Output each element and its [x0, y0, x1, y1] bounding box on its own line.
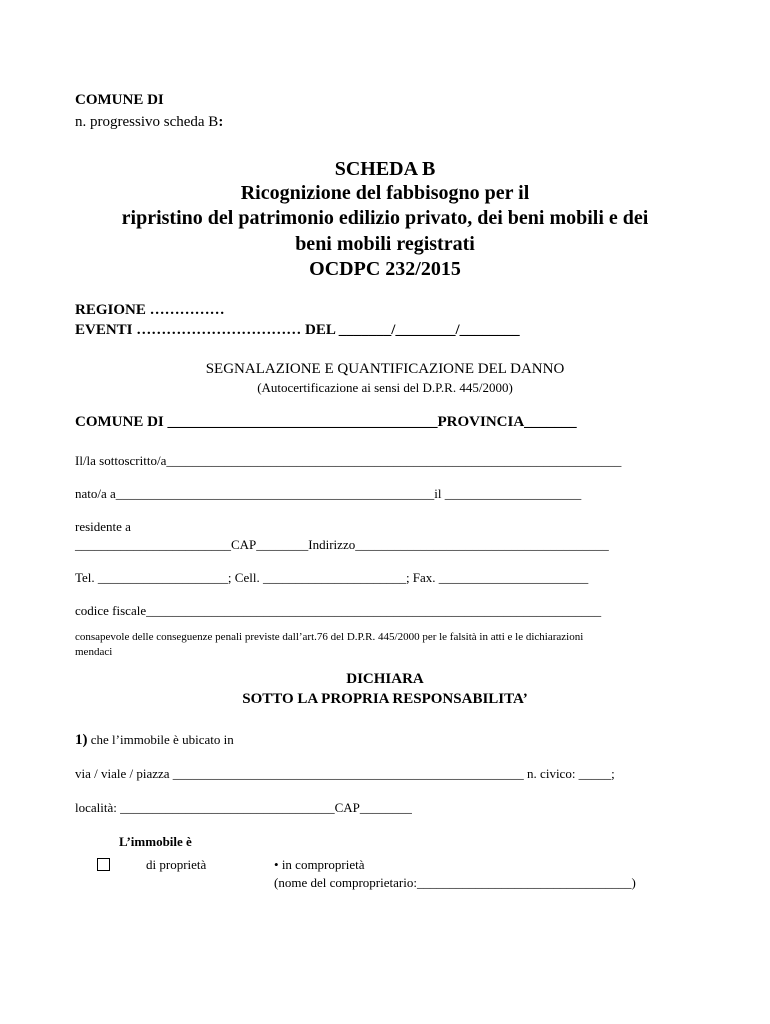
- title-line-2: Ricognizione del fabbisogno per il: [240, 182, 530, 204]
- localita-field: località: _________________________________CAP________: [75, 800, 412, 815]
- progressivo-line: [75, 114, 223, 131]
- proprieta-label: di proprietà: [146, 857, 207, 872]
- item-1-number: 1): [75, 732, 88, 748]
- section-subheading: (Autocertificazione ai sensi del D.P.R. 445/2000): [257, 380, 513, 395]
- comproprieta-option[interactable]: [274, 857, 364, 873]
- consapevole-line-2: mendaci: [75, 646, 113, 658]
- proprieta-checkbox[interactable]: [97, 858, 110, 871]
- consapevole-line-1: consapevole delle conseguenze penali previste dall’art.76 del D.P.R. 445/2000 per le falsità in atti e le dichiarazioni: [75, 631, 584, 643]
- progressivo-colon: :: [218, 114, 224, 130]
- section-heading: SEGNALAZIONE E QUANTIFICAZIONE DEL DANNO: [205, 361, 565, 377]
- codice-fiscale-field: codice fiscale______________________________________________________________________: [75, 603, 602, 618]
- item-1-line: [75, 732, 234, 749]
- regione-line: REGIONE ……………: [75, 302, 225, 318]
- sottoscritto-field: Il/la sottoscritto/a______________________________________________________________________: [75, 453, 622, 468]
- title-line-3: ripristino del patrimonio edilizio privato, dei beni mobili e dei: [121, 207, 649, 229]
- title-line-4: beni mobili registrati: [295, 233, 475, 255]
- dichiara-heading: DICHIARA: [346, 671, 424, 687]
- comproprieta-label: in comproprietà: [281, 857, 365, 872]
- comproprietario-field: (nome del comproprietario:_________________________________): [274, 875, 636, 890]
- nato-field: nato/a a_________________________________________________il _____________________: [75, 486, 582, 501]
- progressivo-label: n. progressivo scheda B: [75, 114, 219, 130]
- residente-field: ________________________CAP________Indirizzo_______________________________________: [75, 537, 609, 552]
- comune-label: COMUNE DI: [75, 92, 164, 108]
- eventi-line: EVENTI …………………………… DEL _______/________/________: [75, 322, 520, 338]
- comune-provincia-line: COMUNE DI ____________________________________PROVINCIA_______: [75, 414, 577, 430]
- responsabilita-heading: SOTTO LA PROPRIA RESPONSABILITA’: [242, 691, 528, 707]
- residente-label: residente a: [75, 519, 131, 534]
- bullet-icon: •: [274, 857, 279, 872]
- via-field: via / viale / piazza ______________________________________________________ n. civico: _____;: [75, 766, 615, 781]
- title-ocdpc: OCDPC 232/2015: [309, 258, 461, 280]
- title-scheda: SCHEDA B: [334, 158, 436, 180]
- immobile-label: L’immobile è: [119, 834, 192, 849]
- tel-field: Tel. ____________________; Cell. ______________________; Fax. _______________________: [75, 570, 589, 585]
- item-1-text: che l’immobile è ubicato in: [87, 732, 234, 747]
